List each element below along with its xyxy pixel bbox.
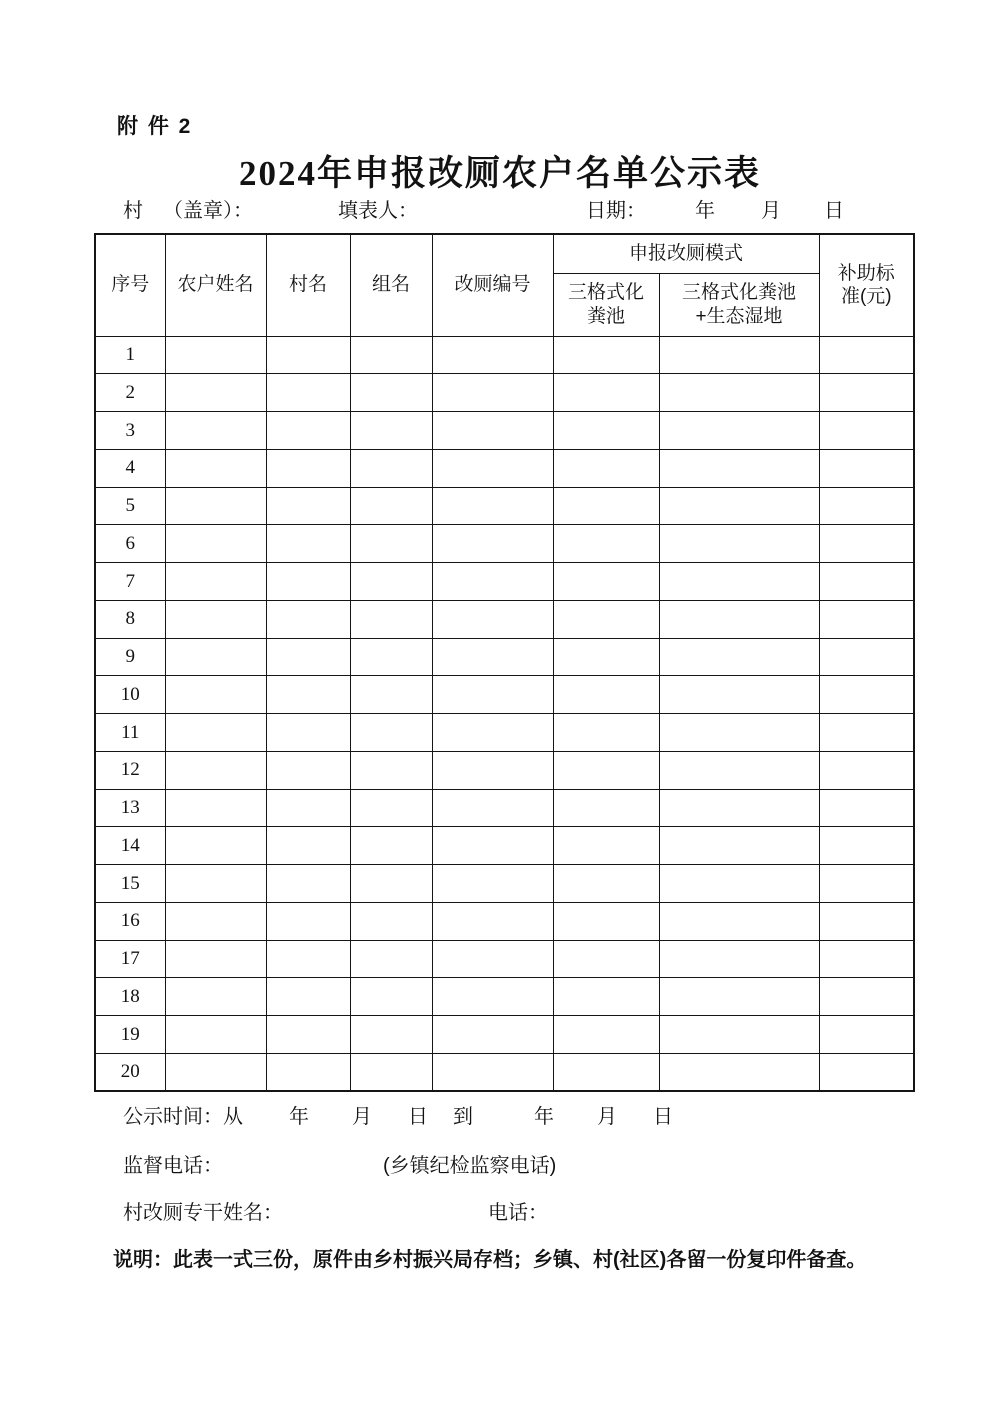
empty-cell bbox=[165, 336, 266, 374]
empty-cell bbox=[432, 638, 553, 676]
empty-cell bbox=[432, 940, 553, 978]
empty-cell bbox=[350, 676, 432, 714]
date-label: 日期： bbox=[586, 200, 646, 222]
table-row bbox=[95, 676, 914, 714]
table-row bbox=[95, 336, 914, 374]
col-header-toilet-no bbox=[432, 234, 553, 336]
empty-cell bbox=[432, 751, 553, 789]
row-number-cell: 19 bbox=[95, 1016, 165, 1054]
empty-cell bbox=[553, 412, 659, 450]
empty-cell bbox=[350, 827, 432, 865]
empty-cell bbox=[553, 978, 659, 1016]
empty-cell bbox=[819, 827, 914, 865]
empty-cell bbox=[165, 714, 266, 752]
empty-cell bbox=[432, 336, 553, 374]
table-row bbox=[95, 374, 914, 412]
empty-cell bbox=[266, 487, 350, 525]
empty-cell bbox=[819, 487, 914, 525]
empty-cell bbox=[165, 525, 266, 563]
empty-cell bbox=[165, 412, 266, 450]
col-header-group-name bbox=[350, 234, 432, 336]
table-row bbox=[95, 487, 914, 525]
empty-cell bbox=[350, 412, 432, 450]
empty-cell bbox=[659, 525, 819, 563]
empty-cell bbox=[432, 978, 553, 1016]
row-number-cell: 6 bbox=[95, 525, 165, 563]
table-row bbox=[95, 865, 914, 903]
empty-cell bbox=[659, 940, 819, 978]
empty-cell bbox=[659, 336, 819, 374]
empty-cell bbox=[432, 676, 553, 714]
preparer-label: 填表人： bbox=[338, 200, 418, 222]
row-number-cell: 9 bbox=[95, 638, 165, 676]
form-header-line bbox=[0, 198, 1000, 224]
row-number-cell: 16 bbox=[95, 902, 165, 940]
empty-cell bbox=[553, 600, 659, 638]
page-title: 2024年申报改厕农户名单公示表 bbox=[238, 154, 761, 193]
empty-cell bbox=[165, 865, 266, 903]
col-header-mode-septic-wetland bbox=[659, 273, 819, 336]
empty-cell bbox=[819, 563, 914, 601]
empty-cell bbox=[819, 1053, 914, 1091]
empty-cell bbox=[350, 525, 432, 563]
empty-cell bbox=[553, 827, 659, 865]
row-number-cell: 1 bbox=[95, 336, 165, 374]
empty-cell bbox=[432, 827, 553, 865]
empty-cell bbox=[819, 940, 914, 978]
attachment-label: 附 件 2 bbox=[117, 115, 193, 138]
row-number-cell: 14 bbox=[95, 827, 165, 865]
publicity-prefix-label: 公示时间：从 bbox=[123, 1106, 243, 1128]
empty-cell bbox=[659, 412, 819, 450]
empty-cell bbox=[266, 827, 350, 865]
empty-cell bbox=[165, 374, 266, 412]
day-label: 日 bbox=[824, 200, 844, 222]
seal-label: （盖章）： bbox=[163, 200, 253, 222]
empty-cell bbox=[350, 563, 432, 601]
empty-cell bbox=[659, 827, 819, 865]
empty-cell bbox=[432, 789, 553, 827]
empty-cell bbox=[350, 638, 432, 676]
empty-cell bbox=[553, 1016, 659, 1054]
empty-cell bbox=[432, 487, 553, 525]
empty-cell bbox=[432, 902, 553, 940]
empty-cell bbox=[165, 487, 266, 525]
supervision-phone-label: 监督电话： bbox=[123, 1155, 223, 1177]
empty-cell bbox=[553, 714, 659, 752]
empty-cell bbox=[350, 902, 432, 940]
col-header-subsidy bbox=[819, 234, 914, 336]
empty-cell bbox=[432, 714, 553, 752]
empty-cell bbox=[350, 449, 432, 487]
col-header-farmer-name bbox=[165, 234, 266, 336]
empty-cell bbox=[432, 412, 553, 450]
empty-cell bbox=[819, 751, 914, 789]
empty-cell bbox=[432, 374, 553, 412]
col-header-toilet-no-label: 改厕编号 bbox=[454, 274, 531, 296]
empty-cell bbox=[165, 563, 266, 601]
empty-cell bbox=[266, 789, 350, 827]
empty-cell bbox=[165, 449, 266, 487]
empty-cell bbox=[432, 600, 553, 638]
empty-cell bbox=[165, 638, 266, 676]
empty-cell bbox=[659, 789, 819, 827]
specialist-line bbox=[0, 1200, 1000, 1226]
col-header-mode-group bbox=[553, 234, 819, 273]
empty-cell bbox=[350, 789, 432, 827]
row-number-cell: 17 bbox=[95, 940, 165, 978]
empty-cell bbox=[659, 563, 819, 601]
empty-cell bbox=[432, 1016, 553, 1054]
empty-cell bbox=[659, 978, 819, 1016]
table-row bbox=[95, 412, 914, 450]
col-header-group-label: 组名 bbox=[371, 274, 410, 296]
empty-cell bbox=[819, 789, 914, 827]
empty-cell bbox=[432, 525, 553, 563]
empty-cell bbox=[819, 714, 914, 752]
publicity-to-day-label: 日 bbox=[653, 1106, 673, 1128]
row-number-cell: 4 bbox=[95, 449, 165, 487]
table-row bbox=[95, 1053, 914, 1091]
empty-cell bbox=[266, 978, 350, 1016]
publicity-to-label: 到 bbox=[453, 1106, 473, 1128]
specialist-phone-label: 电话： bbox=[488, 1202, 548, 1224]
empty-cell bbox=[266, 374, 350, 412]
table-row bbox=[95, 600, 914, 638]
empty-cell bbox=[266, 940, 350, 978]
empty-cell bbox=[819, 1016, 914, 1054]
empty-cell bbox=[266, 412, 350, 450]
publicity-to-month-label: 月 bbox=[597, 1106, 617, 1128]
row-number-cell: 5 bbox=[95, 487, 165, 525]
publicity-from-month-label: 月 bbox=[352, 1106, 372, 1128]
empty-cell bbox=[350, 1053, 432, 1091]
row-number-cell: 15 bbox=[95, 865, 165, 903]
empty-cell bbox=[553, 525, 659, 563]
table-row bbox=[95, 563, 914, 601]
specialist-name-label: 村改厕专干姓名： bbox=[123, 1202, 283, 1224]
empty-cell bbox=[165, 940, 266, 978]
empty-cell bbox=[266, 714, 350, 752]
table-row bbox=[95, 902, 914, 940]
col-header-seq bbox=[95, 234, 165, 336]
roster-table-header bbox=[95, 234, 914, 336]
empty-cell bbox=[553, 751, 659, 789]
row-number-cell: 7 bbox=[95, 563, 165, 601]
table-row bbox=[95, 940, 914, 978]
table-row bbox=[95, 1016, 914, 1054]
empty-cell bbox=[659, 676, 819, 714]
village-label: 村 bbox=[123, 200, 143, 222]
supervision-phone-note: (乡镇纪检监察电话) bbox=[383, 1155, 557, 1177]
roster-table-body bbox=[95, 336, 914, 1091]
empty-cell bbox=[659, 600, 819, 638]
col-header-farmer-label: 农户姓名 bbox=[177, 274, 254, 296]
row-number-cell: 12 bbox=[95, 751, 165, 789]
year-label: 年 bbox=[695, 200, 715, 222]
empty-cell bbox=[553, 676, 659, 714]
empty-cell bbox=[432, 1053, 553, 1091]
col-header-seq-label: 序号 bbox=[111, 274, 150, 296]
row-number-cell: 11 bbox=[95, 714, 165, 752]
empty-cell bbox=[819, 978, 914, 1016]
table-row bbox=[95, 449, 914, 487]
row-number-cell: 13 bbox=[95, 789, 165, 827]
empty-cell bbox=[819, 865, 914, 903]
table-row bbox=[95, 525, 914, 563]
table-row bbox=[95, 789, 914, 827]
table-row bbox=[95, 978, 914, 1016]
table-row bbox=[95, 751, 914, 789]
empty-cell bbox=[659, 714, 819, 752]
empty-cell bbox=[819, 412, 914, 450]
empty-cell bbox=[553, 902, 659, 940]
col-header-mode-septic-label: 三格式化粪池 bbox=[567, 281, 644, 327]
empty-cell bbox=[165, 827, 266, 865]
empty-cell bbox=[266, 676, 350, 714]
col-header-mode-group-label: 申报改厕模式 bbox=[629, 242, 744, 264]
empty-cell bbox=[659, 902, 819, 940]
empty-cell bbox=[350, 487, 432, 525]
row-number-cell: 18 bbox=[95, 978, 165, 1016]
empty-cell bbox=[266, 563, 350, 601]
empty-cell bbox=[819, 676, 914, 714]
empty-cell bbox=[659, 638, 819, 676]
empty-cell bbox=[165, 1053, 266, 1091]
empty-cell bbox=[553, 449, 659, 487]
table-row bbox=[95, 827, 914, 865]
empty-cell bbox=[266, 1053, 350, 1091]
empty-cell bbox=[819, 600, 914, 638]
row-number-cell: 3 bbox=[95, 412, 165, 450]
table-row bbox=[95, 714, 914, 752]
col-header-village-name bbox=[266, 234, 350, 336]
row-number-cell: 10 bbox=[95, 676, 165, 714]
empty-cell bbox=[819, 638, 914, 676]
empty-cell bbox=[659, 487, 819, 525]
empty-cell bbox=[266, 525, 350, 563]
empty-cell bbox=[819, 336, 914, 374]
empty-cell bbox=[432, 449, 553, 487]
empty-cell bbox=[350, 1016, 432, 1054]
col-header-village-label: 村名 bbox=[288, 274, 327, 296]
empty-cell bbox=[819, 525, 914, 563]
empty-cell bbox=[553, 563, 659, 601]
empty-cell bbox=[659, 1053, 819, 1091]
empty-cell bbox=[165, 902, 266, 940]
empty-cell bbox=[165, 751, 266, 789]
empty-cell bbox=[432, 865, 553, 903]
row-number-cell: 20 bbox=[95, 1053, 165, 1091]
empty-cell bbox=[350, 940, 432, 978]
empty-cell bbox=[266, 751, 350, 789]
empty-cell bbox=[350, 600, 432, 638]
empty-cell bbox=[266, 1016, 350, 1054]
supervision-phone-line bbox=[0, 1153, 1000, 1179]
empty-cell bbox=[165, 676, 266, 714]
empty-cell bbox=[165, 978, 266, 1016]
empty-cell bbox=[350, 336, 432, 374]
empty-cell bbox=[659, 449, 819, 487]
empty-cell bbox=[266, 902, 350, 940]
roster-table bbox=[94, 233, 915, 1092]
col-header-mode-septic bbox=[553, 273, 659, 336]
empty-cell bbox=[659, 374, 819, 412]
empty-cell bbox=[819, 374, 914, 412]
publicity-from-year-label: 年 bbox=[289, 1106, 309, 1128]
empty-cell bbox=[553, 940, 659, 978]
empty-cell bbox=[165, 789, 266, 827]
publicity-from-day-label: 日 bbox=[408, 1106, 428, 1128]
empty-cell bbox=[432, 563, 553, 601]
empty-cell bbox=[165, 600, 266, 638]
empty-cell bbox=[266, 600, 350, 638]
empty-cell bbox=[350, 714, 432, 752]
empty-cell bbox=[819, 902, 914, 940]
empty-cell bbox=[266, 336, 350, 374]
empty-cell bbox=[553, 865, 659, 903]
publicity-to-year-label: 年 bbox=[534, 1106, 554, 1128]
empty-cell bbox=[819, 449, 914, 487]
empty-cell bbox=[350, 374, 432, 412]
empty-cell bbox=[553, 336, 659, 374]
empty-cell bbox=[553, 374, 659, 412]
instruction-note: 说明：此表一式三份，原件由乡村振兴局存档；乡镇、村(社区)各留一份复印件备查。 bbox=[113, 1249, 867, 1271]
empty-cell bbox=[350, 751, 432, 789]
col-header-mode-septic-wetland-label: 三格式化粪池+生态湿地 bbox=[681, 281, 796, 327]
table-row bbox=[95, 638, 914, 676]
empty-cell bbox=[553, 487, 659, 525]
empty-cell bbox=[659, 1016, 819, 1054]
empty-cell bbox=[553, 789, 659, 827]
empty-cell bbox=[659, 865, 819, 903]
empty-cell bbox=[553, 1053, 659, 1091]
row-number-cell: 2 bbox=[95, 374, 165, 412]
empty-cell bbox=[266, 449, 350, 487]
empty-cell bbox=[266, 865, 350, 903]
empty-cell bbox=[553, 638, 659, 676]
empty-cell bbox=[266, 638, 350, 676]
empty-cell bbox=[350, 978, 432, 1016]
empty-cell bbox=[165, 1016, 266, 1054]
empty-cell bbox=[659, 751, 819, 789]
col-header-subsidy-label: 补助标准(元) bbox=[837, 262, 895, 308]
row-number-cell: 8 bbox=[95, 600, 165, 638]
empty-cell bbox=[350, 865, 432, 903]
publicity-period-line bbox=[0, 1104, 1000, 1130]
month-label: 月 bbox=[761, 200, 781, 222]
